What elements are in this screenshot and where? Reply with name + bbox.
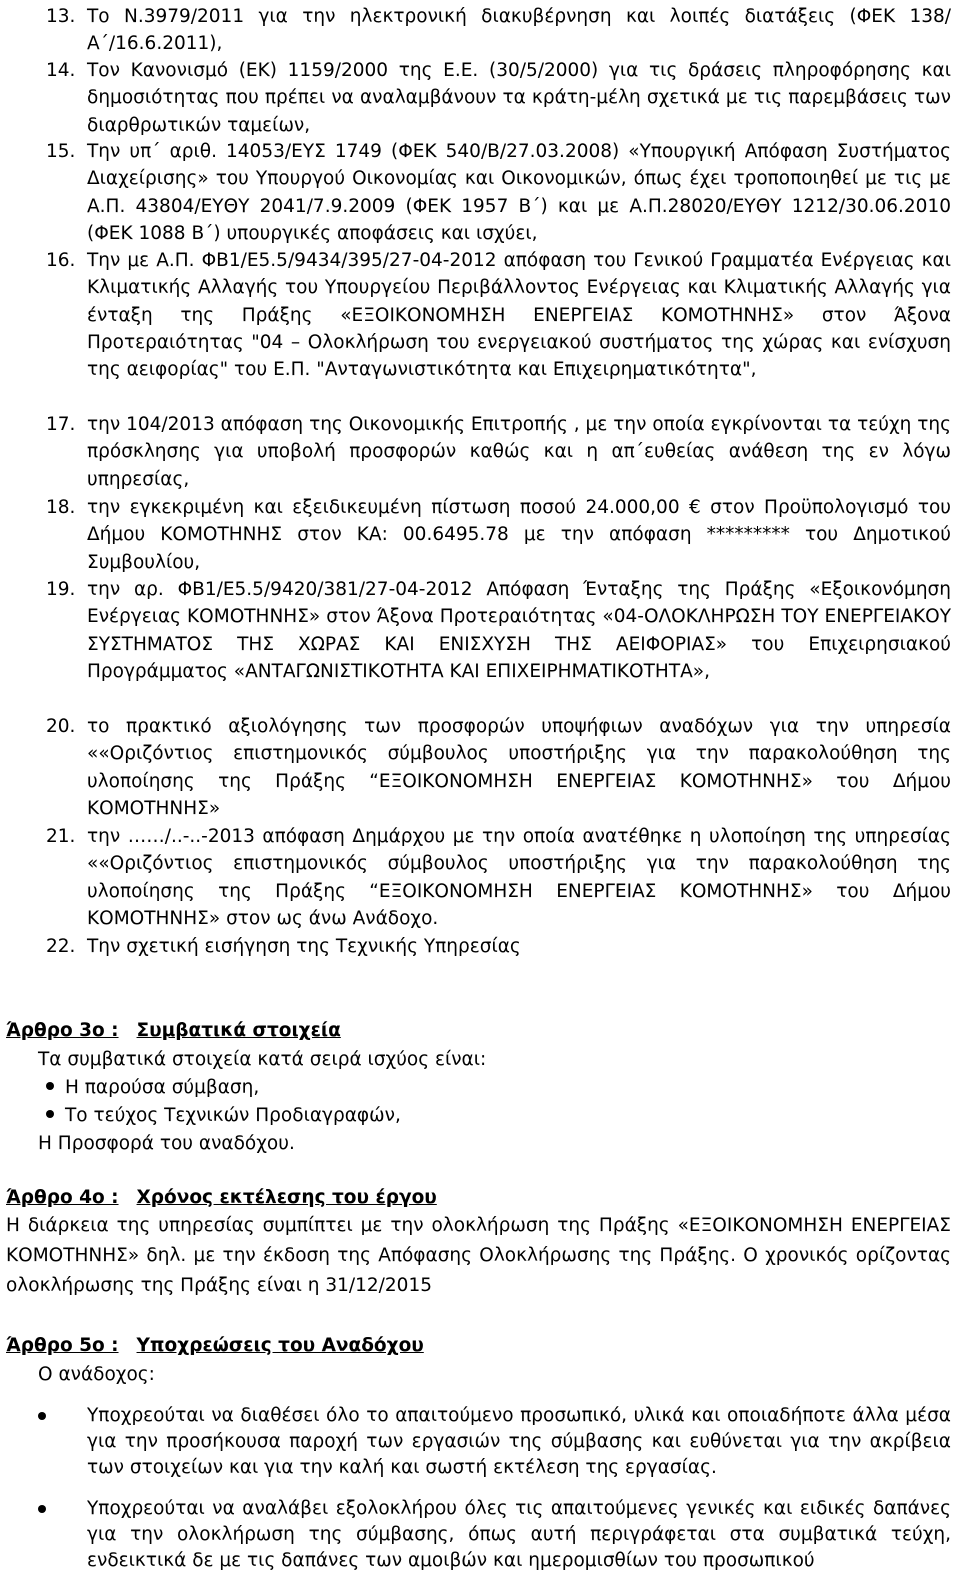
item-number: 22. (46, 936, 76, 957)
item-number: 17. (46, 414, 76, 435)
article-title: Χρόνος εκτέλεσης του έργου (136, 1187, 437, 1208)
list-item (46, 57, 951, 139)
list-item (46, 411, 951, 493)
article-3-heading (6, 1018, 341, 1044)
article-title: Συμβατικά στοιχεία (136, 1020, 341, 1041)
list-item (46, 138, 951, 247)
bullet-item (38, 1496, 951, 1574)
article-4-text: Η διάρκεια της υπηρεσίας συμπίπτει με την ολοκλήρωση της Πράξης «ΕΞΟΙΚΟΝΟΜΗΣΗ ΕΝΕΡΓΕΙΑΣ ΚΟΜΟΤΗΝΗΣ» δηλ. με την έκδοση της Απόφασης Ολοκλήρωσης της Πράξης. Ο χρονικός ορίζοντας ολοκλήρωσης της Πράξης είναι η 31/12/2015 (6, 1215, 951, 1296)
item-text: την ……/..-..-2013 απόφαση Δημάρχου με την οποία ανατέθηκε η υλοποίηση της υπηρεσίας ««Οριζόντιος επιστημονικός σύμβουλος υποστήριξης για την παρακολούθηση της υλοποίησης της Πράξης “ΕΞΟΙΚΟΝΟΜΗΣΗ ΕΝΕΡΓΕΙΑΣ ΚΟΜΟΤΗΝΗΣ» του Δήμου ΚΟΜΟΤΗΝΗΣ» στον ως άνω Ανάδοχο. (87, 826, 951, 929)
list-item (46, 933, 951, 960)
item-number: 19. (46, 579, 76, 600)
article-5-heading (6, 1333, 424, 1359)
item-number: 14. (46, 60, 76, 81)
article-4-heading (6, 1185, 437, 1211)
bullet-item (46, 1074, 259, 1102)
article-label: Άρθρο 5ο : (6, 1335, 119, 1356)
list-item (46, 494, 951, 576)
article-3-intro: Τα συμβατικά στοιχεία κατά σειρά ισχύος είναι: (38, 1049, 487, 1070)
item-text: το πρακτικό αξιολόγησης των προσφορών υποψήφιων αναδόχων για την υπηρεσία ««Οριζόντιος επιστημονικός σύμβουλος υποστήριξης για την παρακολούθηση της υλοποίησης της Πράξης “ΕΞΟΙΚΟΝΟΜΗΣΗ ΕΝΕΡΓΕΙΑΣ ΚΟΜΟΤΗΝΗΣ» του Δήμου ΚΟΜΟΤΗΝΗΣ» (87, 716, 951, 819)
item-number: 20. (46, 716, 76, 737)
bullet-text: Το τεύχος Τεχνικών Προδιαγραφών, (65, 1105, 401, 1126)
item-text: την εγκεκριμένη και εξειδικευμένη πίστωση ποσού 24.000,00 € στον Προϋπολογισμό του Δήμου ΚΟΜΟΤΗΝΗΣ στον ΚΑ: 00.6495.78 με την απόφαση ********* του Δημοτικού Συμβουλίου, (87, 497, 951, 573)
article-5-intro: Ο ανάδοχος: (38, 1364, 155, 1385)
item-number: 13. (46, 6, 76, 27)
bullet-item (38, 1403, 951, 1481)
item-text: Την με Α.Π. ΦΒ1/Ε5.5/9434/395/27-04-2012 απόφαση του Γενικού Γραμματέα Ενέργειας και Κλιματικής Αλλαγής του Υπουργείου Περιβάλλοντος Ενέργειας και Κλιματικής Αλλαγής για ένταξη της Πράξης «ΕΞΟΙΚΟΝΟΜΗΣΗ ΕΝΕΡΓΕΙΑΣ ΚΟΜΟΤΗΝΗΣ» στον Άξονα Προτεραιότητας "04 – Ολοκλήρωση του ενεργειακού συστήματος της χώρας και ενίσχυση της αειφορίας" του Ε.Π. "Ανταγωνιστικότητα και Επιχειρηματικότητα", (87, 250, 951, 381)
bullet-icon (38, 1412, 46, 1420)
bullet-icon (46, 1082, 54, 1090)
item-text: Το Ν.3979/2011 για την ηλεκτρονική διακυβέρνηση και λοιπές διατάξεις (ΦΕΚ 138/Α΄/16.6.2011), (87, 6, 951, 55)
list-item (46, 713, 951, 822)
item-text: Την υπ΄ αριθ. 14053/ΕΥΣ 1749 (ΦΕΚ 540/Β/27.03.2008) «Υπουργική Απόφαση Συστήματος Διαχείρισης» του Υπουργού Οικονομίας και Οικονομικών, όπως έχει τροποποιηθεί με τις με Α.Π. 43804/ΕΥΘΥ 2041/7.9.2009 (ΦΕΚ 1957 Β΄) και με Α.Π.28020/ΕΥΘΥ 1212/30.06.2010 (ΦΕΚ 1088 Β΄) υπουργικές αποφάσεις και ισχύει, (87, 141, 951, 244)
article-label: Άρθρο 4ο : (6, 1187, 119, 1208)
article-label: Άρθρο 3ο : (6, 1020, 119, 1041)
list-item (46, 576, 951, 685)
bullet-icon (38, 1505, 46, 1513)
item-text: Την σχετική εισήγηση της Τεχνικής Υπηρεσίας (87, 936, 521, 957)
bullet-item (46, 1102, 401, 1130)
bullet-text: Υποχρεούται να αναλάβει εξολοκλήρου όλες τις απαιτούμενες γενικές και ειδικές δαπάνες για την ολοκλήρωση της σύμβασης, όπως αυτή περιγράφεται στα συμβατικά τεύχη, ενδεικτικά δε με τις δαπάνες των αμοιβών και ημερομισθίων του προσωπικού (87, 1498, 951, 1571)
item-text: Τον Κανονισμό (ΕΚ) 1159/2000 της Ε.Ε. (30/5/2000) για τις δράσεις πληροφόρησης και δημοσιότητας που πρέπει να αναλαμβάνουν τα κράτη-μέλη σχετικά με τις παρεμβάσεις των διαρθρωτικών ταμείων, (87, 60, 951, 136)
item-number: 16. (46, 250, 76, 271)
bullet-icon (46, 1110, 54, 1118)
list-item (46, 3, 951, 58)
item-text: την 104/2013 απόφαση της Οικονομικής Επιτροπής , με την οποία εγκρίνονται τα τεύχη της πρόσκλησης για υποβολή προσφορών καθώς και η απ΄ευθείας ανάθεση της εν λόγω υπηρεσίας, (87, 414, 951, 490)
bullet-text: Υποχρεούται να διαθέσει όλο το απαιτούμενο προσωπικό, υλικά και οποιαδήποτε άλλα μέσα για την προσήκουσα παροχή των εργασιών της σύμβασης και ευθύνεται για την ακρίβεια των στοιχείων και για την καλή και σωστή εκτέλεση της εργασίας. (87, 1405, 951, 1478)
item-text: την αρ. ΦΒ1/Ε5.5/9420/381/27-04-2012 Απόφαση Ένταξης της Πράξης «Εξοικονόμηση Ενέργειας ΚΟΜΟΤΗΝΗΣ» στον Άξονα Προτεραιότητας «04-ΟΛΟΚΛΗΡΩΣΗ ΤΟΥ ΕΝΕΡΓΕΙΑΚΟΥ ΣΥΣΤΗΜΑΤΟΣ ΤΗΣ ΧΩΡΑΣ ΚΑΙ ΕΝΙΣΧΥΣΗ ΤΗΣ ΑΕΙΦΟΡΙΑΣ» του Επιχειρησιακού Προγράμματος «ΑΝΤΑΓΩΝΙΣΤΙΚΟΤΗΤΑ ΚΑΙ ΕΠΙΧΕΙΡΗΜΑΤΙΚΟΤΗΤΑ», (87, 579, 951, 682)
item-number: 15. (46, 141, 76, 162)
article-3-last: Η Προσφορά του αναδόχου. (38, 1133, 295, 1154)
bullet-text: Η παρούσα σύμβαση, (65, 1077, 260, 1098)
list-item (46, 823, 951, 932)
item-number: 21. (46, 826, 76, 847)
article-title: Υποχρεώσεις του Αναδόχου (136, 1335, 424, 1356)
list-item (46, 247, 951, 383)
item-number: 18. (46, 497, 76, 518)
